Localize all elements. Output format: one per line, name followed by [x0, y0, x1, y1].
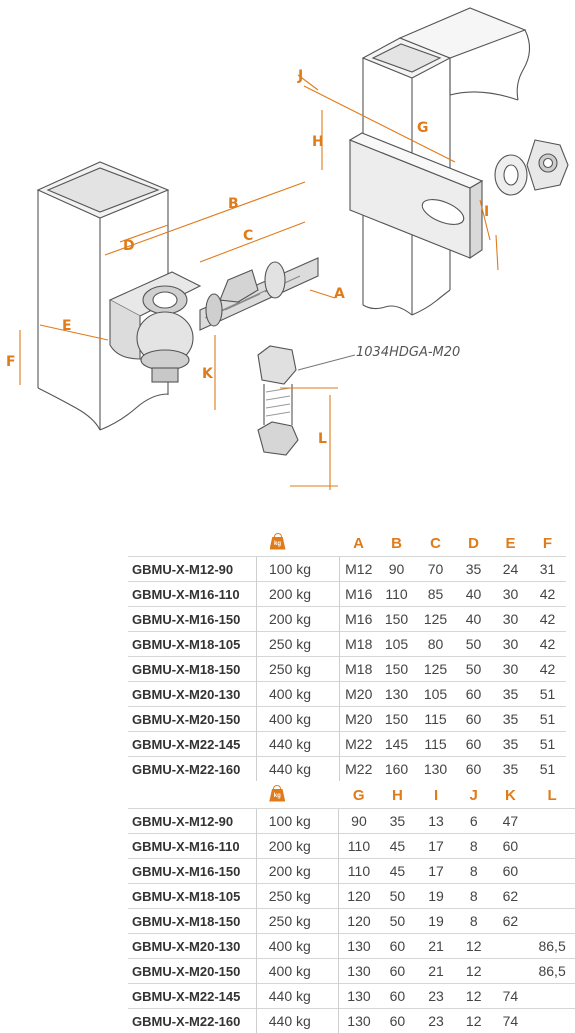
column-header-i: I	[416, 782, 456, 809]
value-cell-a: M16	[340, 607, 378, 632]
value-cell-k: 74	[492, 984, 530, 1009]
value-cell-l	[529, 909, 575, 934]
value-cell-a: M16	[340, 582, 378, 607]
load-cell: 440 kg	[256, 984, 339, 1009]
dim-label-h: H	[312, 134, 324, 150]
value-cell-d: 50	[456, 632, 492, 657]
dim-label-j: J	[297, 68, 303, 84]
load-cell: 200 kg	[256, 834, 339, 859]
column-header-c: C	[416, 530, 456, 557]
table-row	[128, 884, 575, 909]
value-cell-k: 60	[492, 834, 530, 859]
column-header-d: D	[456, 530, 492, 557]
value-cell-a: M18	[340, 657, 378, 682]
model-cell: GBMU-X-M22-145	[128, 984, 256, 1009]
load-cell: 440 kg	[257, 757, 340, 782]
technical-drawing	[0, 0, 575, 510]
value-cell-d: 60	[456, 732, 492, 757]
value-cell-a: M20	[340, 682, 378, 707]
value-cell-b: 90	[378, 557, 416, 582]
column-header-e: E	[492, 530, 530, 557]
value-cell-e: 35	[492, 757, 530, 782]
value-cell-d: 35	[456, 557, 492, 582]
table-row	[128, 682, 566, 707]
load-cell: 400 kg	[256, 959, 339, 984]
column-header-f: F	[530, 530, 566, 557]
value-cell-d: 40	[456, 582, 492, 607]
value-cell-h: 60	[379, 984, 417, 1009]
value-cell-e: 24	[492, 557, 530, 582]
value-cell-b: 150	[378, 707, 416, 732]
value-cell-c: 80	[416, 632, 456, 657]
table-row	[128, 657, 566, 682]
value-cell-e: 35	[492, 732, 530, 757]
washer-nut	[495, 140, 568, 195]
value-cell-g: 130	[339, 984, 379, 1009]
value-cell-k	[492, 934, 530, 959]
value-cell-j: 8	[456, 859, 492, 884]
value-cell-f: 51	[530, 732, 566, 757]
dim-label-g: G	[417, 120, 429, 136]
table-row	[128, 632, 566, 657]
load-cell: 440 kg	[257, 732, 340, 757]
value-cell-j: 12	[456, 959, 492, 984]
value-cell-d: 60	[456, 707, 492, 732]
model-cell: GBMU-X-M22-160	[128, 757, 257, 782]
value-cell-f: 42	[530, 657, 566, 682]
column-header-b: B	[378, 530, 416, 557]
value-cell-g: 120	[339, 884, 379, 909]
table-row	[128, 557, 566, 582]
weight-icon: kg	[269, 533, 287, 550]
column-header-k: K	[492, 782, 530, 809]
column-header-j: J	[456, 782, 492, 809]
value-cell-e: 35	[492, 682, 530, 707]
value-cell-e: 30	[492, 632, 530, 657]
value-cell-c: 70	[416, 557, 456, 582]
value-cell-f: 31	[530, 557, 566, 582]
table-row	[128, 757, 566, 782]
value-cell-h: 35	[379, 809, 417, 834]
dim-label-l: L	[318, 431, 327, 447]
threaded-rod	[200, 258, 318, 330]
load-cell: 250 kg	[256, 909, 339, 934]
value-cell-b: 105	[378, 632, 416, 657]
weight-icon: kg	[268, 785, 286, 802]
value-cell-j: 12	[456, 934, 492, 959]
model-cell: GBMU-X-M16-150	[128, 859, 256, 884]
part-number-label: 1034HDGA-M20	[356, 345, 460, 360]
value-cell-c: 130	[416, 757, 456, 782]
value-cell-l	[529, 859, 575, 884]
dim-label-f: F	[6, 354, 16, 370]
hinge-bracket	[110, 272, 200, 382]
table-row	[128, 707, 566, 732]
value-cell-e: 30	[492, 607, 530, 632]
value-cell-k: 60	[492, 859, 530, 884]
model-cell: GBMU-X-M20-150	[128, 707, 257, 732]
value-cell-j: 8	[456, 909, 492, 934]
table-row	[128, 834, 575, 859]
model-cell: GBMU-X-M18-105	[128, 884, 256, 909]
value-cell-e: 35	[492, 707, 530, 732]
load-cell: 200 kg	[257, 582, 340, 607]
value-cell-g: 110	[339, 834, 379, 859]
value-cell-a: M22	[340, 732, 378, 757]
value-cell-i: 13	[416, 809, 456, 834]
model-cell: GBMU-X-M20-130	[128, 934, 256, 959]
value-cell-i: 23	[416, 1009, 456, 1033]
value-cell-b: 130	[378, 682, 416, 707]
value-cell-j: 6	[456, 809, 492, 834]
value-cell-i: 21	[416, 959, 456, 984]
dim-label-c: C	[243, 228, 253, 244]
load-cell: 100 kg	[257, 557, 340, 582]
load-cell: 250 kg	[256, 884, 339, 909]
value-cell-i: 19	[416, 884, 456, 909]
value-cell-i: 19	[416, 909, 456, 934]
model-cell: GBMU-X-M18-150	[128, 909, 256, 934]
value-cell-h: 60	[379, 959, 417, 984]
value-cell-d: 60	[456, 757, 492, 782]
model-cell: GBMU-X-M12-90	[128, 809, 256, 834]
value-cell-b: 145	[378, 732, 416, 757]
value-cell-c: 85	[416, 582, 456, 607]
value-cell-k: 62	[492, 909, 530, 934]
load-cell: 100 kg	[256, 809, 339, 834]
table-row	[128, 607, 566, 632]
value-cell-l	[529, 984, 575, 1009]
model-cell: GBMU-X-M16-110	[128, 834, 256, 859]
value-cell-d: 60	[456, 682, 492, 707]
value-cell-h: 50	[379, 909, 417, 934]
value-cell-b: 160	[378, 757, 416, 782]
load-cell: 250 kg	[257, 657, 340, 682]
value-cell-j: 8	[456, 834, 492, 859]
value-cell-f: 42	[530, 582, 566, 607]
table-row	[128, 809, 575, 834]
value-cell-f: 42	[530, 632, 566, 657]
value-cell-j: 12	[456, 984, 492, 1009]
model-cell: GBMU-X-M16-150	[128, 607, 257, 632]
model-cell: GBMU-X-M12-90	[128, 557, 257, 582]
load-cell: 400 kg	[256, 934, 339, 959]
table-row	[128, 909, 575, 934]
value-cell-l	[529, 1009, 575, 1033]
value-cell-i: 23	[416, 984, 456, 1009]
value-cell-d: 50	[456, 657, 492, 682]
value-cell-g: 120	[339, 909, 379, 934]
table-header	[128, 530, 566, 557]
table-row	[128, 732, 566, 757]
value-cell-l: 86,5	[529, 934, 575, 959]
load-cell: 200 kg	[256, 859, 339, 884]
column-header-g: G	[339, 782, 379, 809]
value-cell-b: 150	[378, 607, 416, 632]
value-cell-g: 130	[339, 1009, 379, 1033]
table-row	[128, 859, 575, 884]
table-header	[128, 782, 575, 809]
value-cell-a: M12	[340, 557, 378, 582]
load-cell: 400 kg	[257, 682, 340, 707]
load-cell: 440 kg	[256, 1009, 339, 1033]
value-cell-f: 51	[530, 757, 566, 782]
value-cell-k: 62	[492, 884, 530, 909]
value-cell-i: 21	[416, 934, 456, 959]
column-header-a: A	[340, 530, 378, 557]
model-cell: GBMU-X-M18-150	[128, 657, 257, 682]
value-cell-i: 17	[416, 834, 456, 859]
value-cell-f: 42	[530, 607, 566, 632]
spec-table-1	[128, 530, 566, 781]
value-cell-c: 115	[416, 732, 456, 757]
bolt	[258, 346, 298, 455]
dim-label-d: D	[123, 238, 135, 254]
value-cell-a: M20	[340, 707, 378, 732]
value-cell-e: 30	[492, 582, 530, 607]
table-row	[128, 1009, 575, 1033]
value-cell-k: 74	[492, 1009, 530, 1033]
value-cell-f: 51	[530, 707, 566, 732]
model-cell: GBMU-X-M16-110	[128, 582, 257, 607]
value-cell-h: 45	[379, 834, 417, 859]
value-cell-g: 130	[339, 934, 379, 959]
value-cell-c: 125	[416, 607, 456, 632]
value-cell-a: M22	[340, 757, 378, 782]
value-cell-j: 12	[456, 1009, 492, 1033]
value-cell-c: 115	[416, 707, 456, 732]
table-row	[128, 582, 566, 607]
value-cell-d: 40	[456, 607, 492, 632]
spec-table-2	[128, 782, 575, 1033]
table-row	[128, 934, 575, 959]
value-cell-h: 60	[379, 934, 417, 959]
table-row	[128, 984, 575, 1009]
dim-label-k: K	[202, 366, 214, 382]
dim-label-e: E	[62, 318, 72, 334]
table-row	[128, 959, 575, 984]
value-cell-g: 130	[339, 959, 379, 984]
model-cell: GBMU-X-M20-150	[128, 959, 256, 984]
model-cell: GBMU-X-M22-145	[128, 732, 257, 757]
value-cell-e: 30	[492, 657, 530, 682]
dim-label-i: I	[484, 204, 489, 220]
model-cell: GBMU-X-M20-130	[128, 682, 257, 707]
dim-label-b: B	[228, 196, 239, 212]
value-cell-k: 47	[492, 809, 530, 834]
value-cell-b: 110	[378, 582, 416, 607]
value-cell-a: M18	[340, 632, 378, 657]
value-cell-l	[529, 809, 575, 834]
value-cell-l: 86,5	[529, 959, 575, 984]
value-cell-c: 105	[416, 682, 456, 707]
value-cell-g: 90	[339, 809, 379, 834]
value-cell-h: 50	[379, 884, 417, 909]
value-cell-f: 51	[530, 682, 566, 707]
value-cell-h: 45	[379, 859, 417, 884]
value-cell-c: 125	[416, 657, 456, 682]
value-cell-k	[492, 959, 530, 984]
load-cell: 250 kg	[257, 632, 340, 657]
value-cell-l	[529, 834, 575, 859]
value-cell-i: 17	[416, 859, 456, 884]
model-cell: GBMU-X-M18-105	[128, 632, 257, 657]
load-cell: 200 kg	[257, 607, 340, 632]
dim-label-a: A	[334, 286, 345, 302]
column-header-l: L	[529, 782, 575, 809]
value-cell-b: 150	[378, 657, 416, 682]
hinge-plate	[350, 133, 482, 258]
value-cell-j: 8	[456, 884, 492, 909]
column-header-h: H	[379, 782, 417, 809]
value-cell-l	[529, 884, 575, 909]
value-cell-g: 110	[339, 859, 379, 884]
value-cell-h: 60	[379, 1009, 417, 1033]
load-cell: 400 kg	[257, 707, 340, 732]
model-cell: GBMU-X-M22-160	[128, 1009, 256, 1033]
